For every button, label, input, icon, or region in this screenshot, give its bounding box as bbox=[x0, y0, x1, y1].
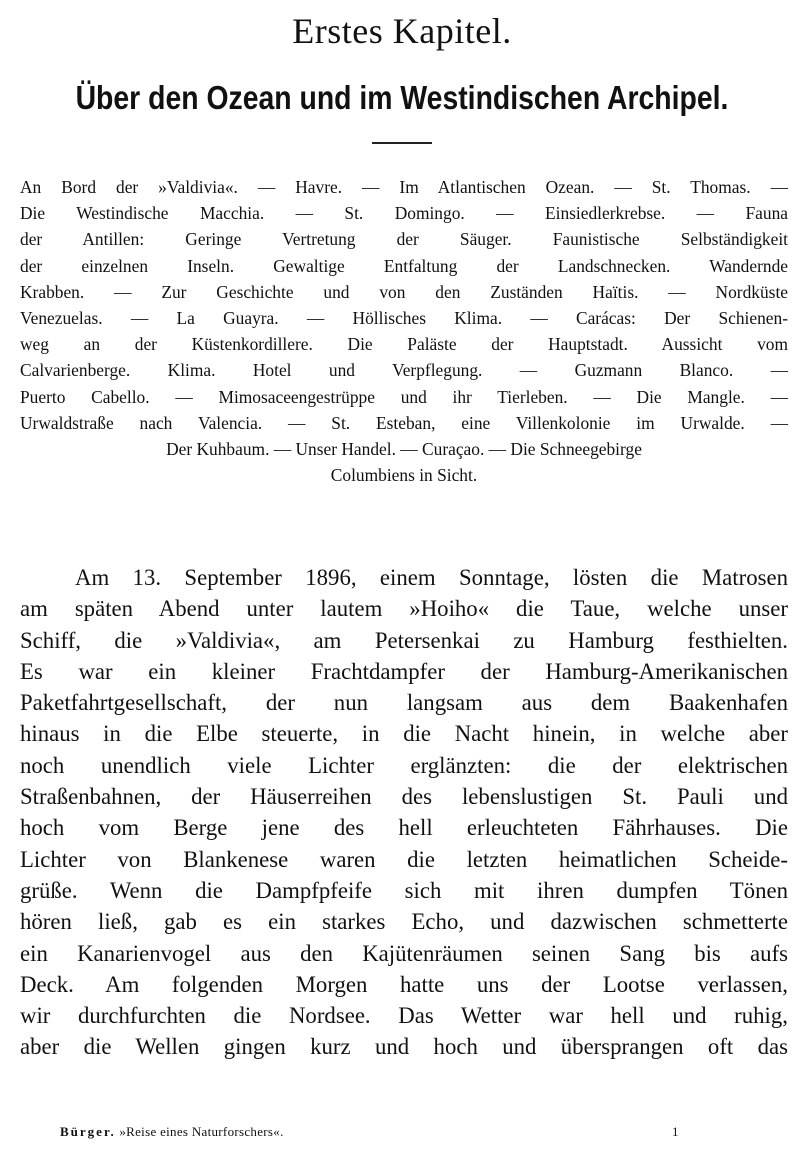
body-line: wir durchfurchten die Nordsee. Das Wetter war hell und ruhig, bbox=[20, 1003, 788, 1029]
body-line: hoch vom Berge jene des hell erleuchteten Fährhauses. Die bbox=[20, 815, 788, 841]
chapter-summary bbox=[20, 174, 788, 488]
chapter-subtitle: Über den Ozean und im Westindischen Archipel. bbox=[75, 79, 729, 116]
body-line: hören ließ, gab es ein starkes Echo, und dazwischen schmetterte bbox=[20, 909, 788, 935]
body-line: Es war ein kleiner Frachtdampfer der Hamburg-Amerikanischen bbox=[20, 658, 788, 684]
summary-line: Calvarienberge. Klima. Hotel und Verpflegung. — Guzmann Blanco. — bbox=[20, 360, 788, 381]
summary-line: der Antillen: Geringe Vertretung der Säuger. Faunistische Selbständigkeit bbox=[20, 229, 788, 250]
title-divider bbox=[372, 142, 432, 144]
body-line: ein Kanarienvogel aus den Kajütenräumen seinen Sang bis aufs bbox=[20, 940, 788, 966]
body-line: Straßenbahnen, der Häuserreihen des lebenslustigen St. Pauli und bbox=[20, 784, 788, 810]
summary-line: Urwaldstraße nach Valencia. — St. Esteban, eine Villenkolonie im Urwalde. — bbox=[20, 412, 788, 433]
chapter-title: Erstes Kapitel. bbox=[292, 11, 512, 51]
body-line: Schiff, die »Valdivia«, am Petersenkai zu Hamburg festhielten. bbox=[20, 627, 788, 653]
page-footer-signature bbox=[60, 1124, 284, 1140]
body-line: Deck. Am folgenden Morgen hatte uns der Lootse verlassen, bbox=[20, 971, 788, 997]
body-line: hinaus in die Elbe steuerte, in die Nacht hinein, in welche aber bbox=[20, 721, 788, 747]
body-line: noch unendlich viele Lichter erglänzten: die der elektrischen bbox=[20, 752, 788, 778]
summary-line: Puerto Cabello. — Mimosaceengestrüppe und ihr Tierleben. — Die Mangle. — bbox=[20, 386, 788, 407]
body-paragraph bbox=[20, 562, 788, 1063]
summary-line: Krabben. — Zur Geschichte und von den Zuständen Haïtis. — Nordküste bbox=[20, 281, 788, 302]
body-line: Paketfahrtgesellschaft, der nun langsam aus dem Baakenhafen bbox=[20, 690, 788, 716]
footer-author: Bürger. bbox=[60, 1124, 116, 1139]
footer-work-title: »Reise eines Naturforschers«. bbox=[119, 1124, 284, 1139]
body-line: am späten Abend unter lautem »Hoiho« die Taue, welche unser bbox=[20, 596, 788, 622]
summary-line: Der Kuhbaum. — Unser Handel. — Curaçao. — Die Schneegebirge bbox=[166, 438, 642, 459]
summary-line: der einzelnen Inseln. Gewaltige Entfaltung der Landschnecken. Wandernde bbox=[20, 255, 788, 276]
summary-line: An Bord der »Valdivia«. — Havre. — Im Atlantischen Ozean. — St. Thomas. — bbox=[20, 177, 788, 197]
summary-line: Die Westindische Macchia. — St. Domingo. — Einsiedlerkrebse. — Fauna bbox=[20, 203, 788, 224]
body-line: Lichter von Blankenese waren die letzten heimatlichen Scheide- bbox=[20, 846, 788, 872]
sheet-signature: 1 bbox=[672, 1124, 679, 1139]
summary-line: Columbiens in Sicht. bbox=[330, 465, 478, 486]
body-line: aber die Wellen gingen kurz und hoch und übersprangen oft das bbox=[20, 1034, 788, 1060]
body-line: grüße. Wenn die Dampfpfeife sich mit ihren dumpfen Tönen bbox=[20, 877, 788, 903]
summary-line: weg an der Küstenkordillere. Die Paläste der Hauptstadt. Aussicht vom bbox=[20, 334, 788, 355]
body-line: Am 13. September 1896, einem Sonntage, lösten die Matrosen bbox=[75, 565, 788, 590]
summary-line: Venezuelas. — La Guayra. — Höllisches Klima. — Carácas: Der Schienen- bbox=[20, 307, 788, 328]
